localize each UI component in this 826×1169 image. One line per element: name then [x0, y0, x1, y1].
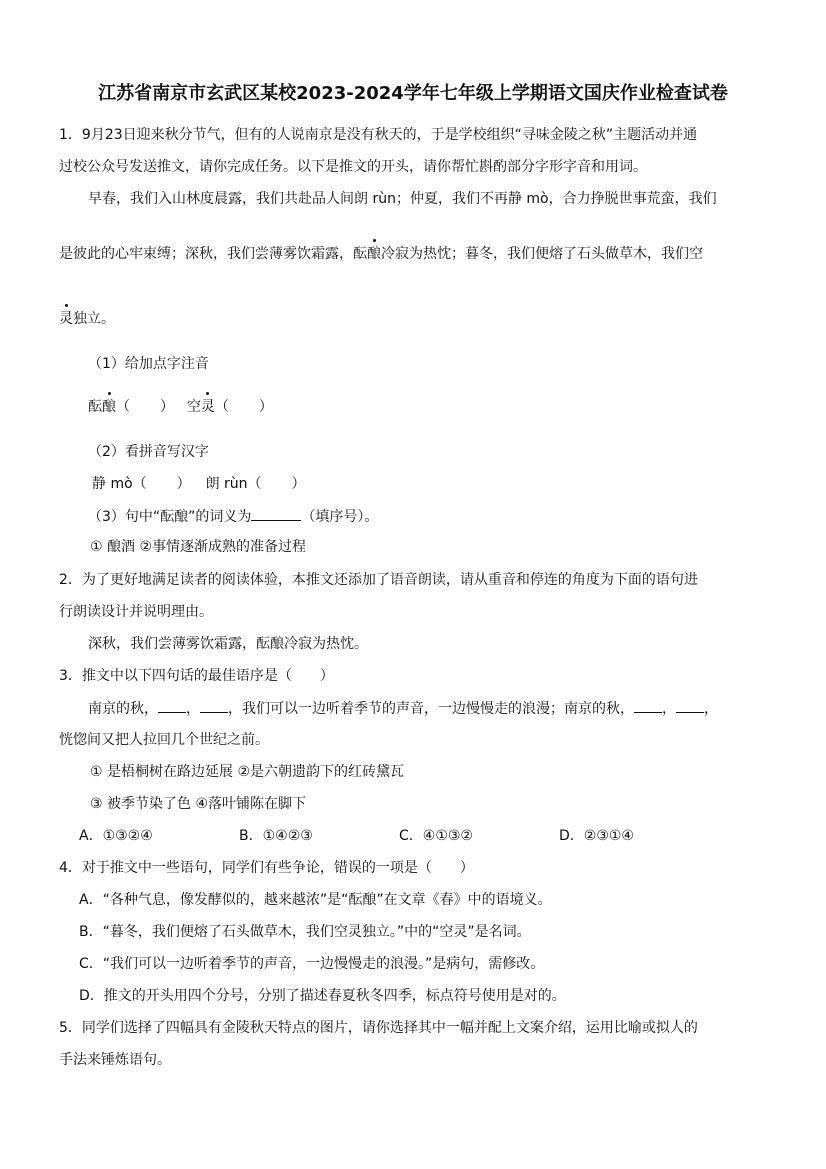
- q5-line1: 5．同学们选择了四幅具有金陵秋天特点的图片，请你选择其中一幅并配上文案介绍，运用比喻或拟人的: [59, 1020, 698, 1036]
- q1-sub2-heading: （2）看拼音写汉字: [88, 444, 209, 460]
- q5-line2: 手法来锤炼语句。: [59, 1052, 171, 1068]
- q4-choice-b[interactable]: B．“暮冬，我们便熔了石头做草木，我们空灵独立。”中的“空灵”是名词。: [79, 924, 531, 940]
- answer-blank[interactable]: [200, 698, 228, 713]
- q1-passage-line1: 早春，我们入山林度晨露，我们共赴品人间朗 rùn；仲夏，我们不再静 mò，合力挣脱世事荒蛮，我们: [88, 191, 717, 207]
- q4-choice-c[interactable]: C．“我们可以一边听着季节的声音，一边慢慢走的浪漫。”是病句，需修改。: [79, 956, 545, 972]
- dotted-char: 酿: [102, 399, 116, 415]
- q1-line1: 1．9月23日迎来秋分节气，但有的人说南京是没有秋天的，于是学校组织“寻味金陵之秋”主题活动并通: [59, 127, 698, 143]
- q2-quote: 深秋，我们尝薄雾饮霜露，酝酿冷寂为热忱。: [88, 636, 368, 652]
- dotted-char: 灵: [59, 311, 73, 327]
- q3-choices: [79, 826, 634, 846]
- q4-choice-d[interactable]: D．推文的开头用四个分号，分别了描述春夏秋冬四季，标点符号使用是对的。: [79, 988, 566, 1004]
- q1-sub3-options: ① 酿酒 ②事情逐渐成熟的准备过程: [90, 539, 307, 555]
- q3-options-line1: ① 是梧桐树在路边延展 ②是六朝遗韵下的红砖黛瓦: [90, 764, 405, 780]
- q3-line1: 3．推文中以下四句话的最佳语序是（ ）: [59, 668, 334, 684]
- answer-blank[interactable]: [158, 698, 186, 713]
- choice-d[interactable]: D．②③①④: [559, 828, 634, 844]
- q1-sub1-items: 酝酿（ ） 空灵（ ）: [88, 399, 273, 415]
- q2-line2: 行朗读设计并说明理由。: [59, 604, 213, 620]
- q4-choice-a[interactable]: A．“各种气息，像发酵似的，越来越浓”是“酝酿”在文章《春》中的语境义。: [79, 892, 552, 908]
- choice-a[interactable]: A．①③②④: [79, 828, 153, 844]
- q3-options-line2: ③ 被季节染了色 ④落叶铺陈在脚下: [90, 796, 307, 812]
- q2-line1: 2．为了更好地满足读者的阅读体验，本推文还添加了语音朗读，请从重音和停连的角度为下面的语句进: [59, 572, 698, 588]
- page-title: 江苏省南京市玄武区某校2023-2024学年七年级上学期语文国庆作业检查试卷: [98, 83, 728, 104]
- q3-passage-line2: 恍惚间又把人拉回几个世纪之前。: [59, 732, 269, 748]
- q4-line1: 4．对于推文中一些语句，同学们有些争论，错误的一项是（ ）: [59, 860, 474, 876]
- dotted-char: 酿: [367, 246, 381, 262]
- q1-sub1-heading: （1）给加点字注音: [88, 356, 209, 372]
- q1-passage-line2: 是彼此的心牢束缚；深秋，我们尝薄雾饮霜露，酝酿冷寂为热忱；暮冬，我们便熔了石头做草木，我们空: [59, 246, 703, 262]
- q1-passage-line3: 灵独立。: [59, 311, 115, 327]
- choice-b[interactable]: B．①④②③: [239, 828, 313, 844]
- answer-blank[interactable]: [634, 698, 662, 713]
- dotted-char: 灵: [200, 399, 215, 415]
- q3-passage-line1: 南京的秋， ， ，我们可以一边听着季节的声音，一边慢慢走的浪漫；南京的秋， ， ，: [88, 698, 718, 719]
- q1-sub3: （3）句中“酝酿”的词义为 （填序号）。: [88, 506, 378, 527]
- q1-sub2-items: 静 mò（ ） 朗 rùn（ ）: [92, 476, 306, 492]
- answer-blank[interactable]: [251, 506, 301, 521]
- choice-c[interactable]: C．④①③②: [399, 828, 473, 844]
- answer-blank[interactable]: [676, 698, 704, 713]
- q1-line2: 过校公众号发送推文，请你完成任务。以下是推文的开头，请你帮忙斟酌部分字形字音和用词。: [59, 159, 647, 175]
